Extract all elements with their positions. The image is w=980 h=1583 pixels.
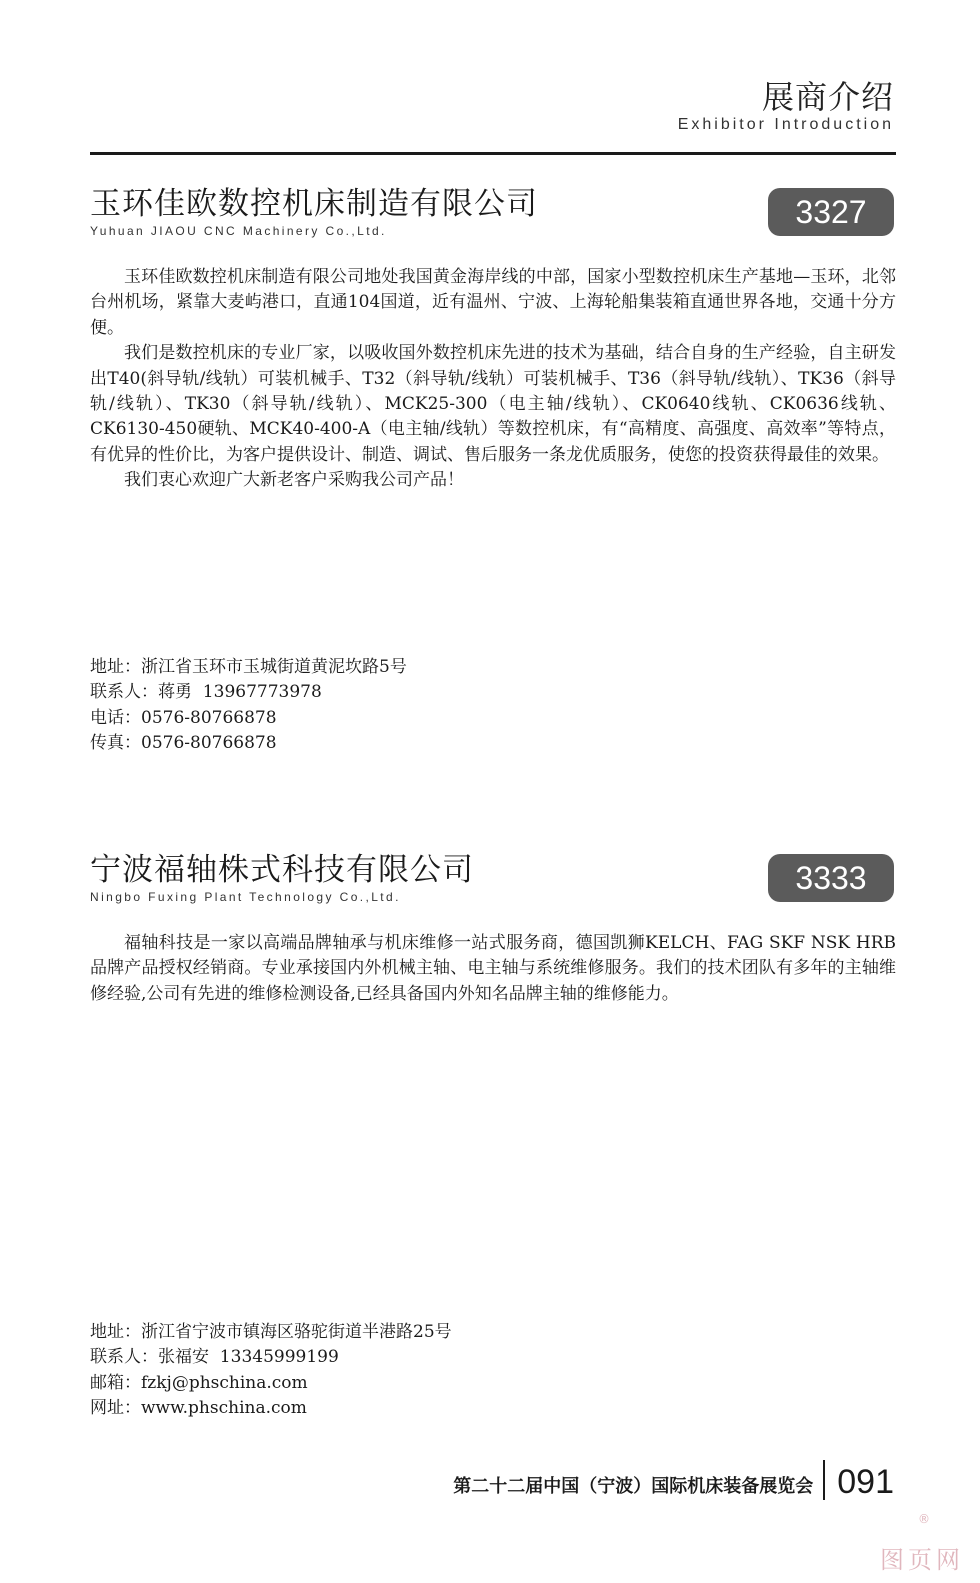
contact-person: 联系人：张福安 13345999199 [90,1347,339,1368]
watermark-text: 图页网 [880,1546,964,1574]
company-description [90,931,896,1007]
contact-email: 邮箱：fzkj@phschina.com [90,1372,308,1393]
footer-divider [823,1460,825,1500]
company-description [90,265,896,494]
contact-info [90,1320,452,1422]
contact-person: 联系人：蒋勇 13967773978 [90,682,322,703]
footer-event-name: 第二十二届中国（宁波）国际机床装备展览会 [453,1476,814,1497]
page-footer [453,1460,894,1500]
registered-mark: ® [918,1512,930,1526]
page-section-subtitle: Exhibitor Introduction [677,116,894,133]
contact-website: 网址：www.phschina.com [90,1398,307,1419]
page-section-title: 展商介绍 [761,78,894,116]
company-name-cn: 玉环佳欧数控机床制造有限公司 [90,186,538,222]
company-name-en: Yuhuan JIAOU CNC Machinery Co.,Ltd. [90,224,387,238]
company-section-2 [90,852,896,1432]
description-paragraph: 福轴科技是一家以高端品牌轴承与机床维修一站式服务商，德国凯狮KELCH、FAG SKF NSK HRB品牌产品授权经销商。专业承接国内外机械主轴、电主轴与系统维修服务。我们的技术团队有多年的主轴维修经验,公司有先进的维修检测设备,已经具备国内外知名品牌主轴的维修能力。 [90,933,896,1004]
booth-number-badge: 3327 [768,188,894,236]
description-paragraph: 我们是数控机床的专业厂家，以吸收国外数控机床先进的技术为基础，结合自身的生产经验，自主研发出T40(斜导轨/线轨）可装机械手、T32（斜导轨/线轨）可装机械手、T36（斜导轨/线轨）、TK36（斜导轨/线轨）、TK30（斜导轨/线轨）、MCK25-300（电主轴/线轨）、CK0640线轨、CK0636线轨、CK6130-450硬轨、MCK40-400-A（电主轴/线轨）等数控机床，有“高精度、高强度、高效率”等特点，有优异的性价比，为客户提供设计、制造、调试、售后服务一条龙优质服务，使您的投资获得最佳的效果。 [90,343,896,465]
booth-number-badge: 3333 [768,854,894,902]
header-divider [90,152,896,155]
description-paragraph: 我们衷心欢迎广大新老客户采购我公司产品！ [124,470,464,491]
contact-address: 地址：浙江省玉环市玉城街道黄泥坎路5号 [90,657,407,677]
contact-fax: 传真：0576-80766878 [90,733,277,754]
page-number: 091 [837,1463,894,1501]
company-section-1 [90,186,896,766]
contact-address: 地址：浙江省宁波市镇海区骆驼街道半港路25号 [90,1322,452,1342]
contact-phone: 电话：0576-80766878 [90,707,277,728]
contact-info [90,655,407,757]
watermark-logo [880,1512,964,1575]
company-name-en: Ningbo Fuxing Plant Technology Co.,Ltd. [90,890,401,904]
description-paragraph: 玉环佳欧数控机床制造有限公司地处我国黄金海岸线的中部，国家小型数控机床生产基地—玉环，北邻台州机场，紧靠大麦屿港口，直通104国道，近有温州、宁波、上海轮船集装箱直通世界各地，交通十分方便。 [90,267,896,338]
company-name-cn: 宁波福轴株式科技有限公司 [90,852,474,888]
